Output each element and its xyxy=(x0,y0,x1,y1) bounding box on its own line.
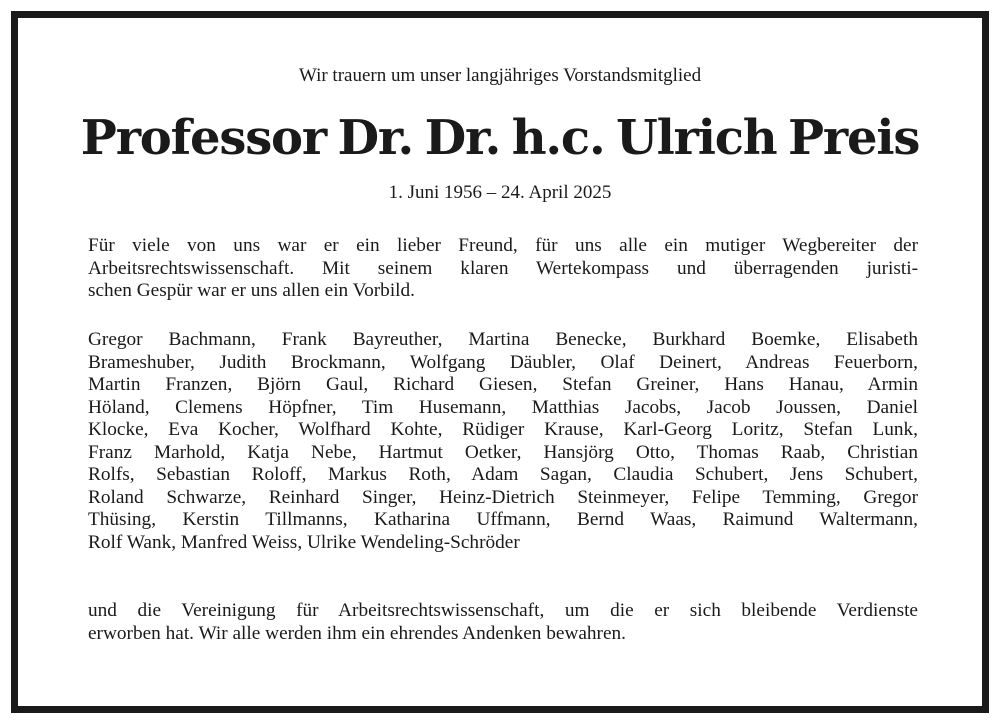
tribute-line: Für viele von uns war er ein lieber Freund, für uns alle ein mutiger Wegbereiter der xyxy=(88,235,918,256)
signatories-line: Roland Schwarze, Reinhard Singer, Heinz-Dietrich Steinmeyer, Felipe Temming, Gregor xyxy=(88,486,918,508)
obituary-content xyxy=(18,18,982,706)
deceased-name: Professor Dr. Dr. h.c. Ulrich Preis xyxy=(80,110,920,166)
signatories-line: Rolfs, Sebastian Roloff, Markus Roth, Adam Sagan, Claudia Schubert, Jens Schubert, xyxy=(88,464,918,485)
tribute-line: schen Gespür war er uns allen ein Vorbild. xyxy=(88,280,415,301)
signatories-line: Klocke, Eva Kocher, Wolfhard Kohte, Rüdiger Krause, Karl-Georg Loritz, Stefan Lunk, xyxy=(88,419,918,440)
signatories-line: Höland, Clemens Höpfner, Tim Husemann, Matthias Jacobs, Jacob Joussen, Daniel xyxy=(88,396,918,418)
signatories-line: Brameshuber, Judith Brockmann, Wolfgang Däubler, Olaf Deinert, Andreas Feuerborn, xyxy=(88,351,918,373)
signatories-line: Martin Franzen, Björn Gaul, Richard Giesen, Stefan Greiner, Hans Hanau, Armin xyxy=(88,374,918,395)
closing-line: und die Vereinigung für Arbeitsrechtswissenschaft, um die er sich bleibende Verdienste xyxy=(88,600,918,621)
closing-line: erworben hat. Wir alle werden ihm ein ehrendes Andenken bewahren. xyxy=(88,622,627,644)
obituary-frame xyxy=(11,11,989,713)
signatories-line: Thüsing, Kerstin Tillmanns, Katharina Uffmann, Bernd Waas, Raimund Waltermann, xyxy=(88,509,918,530)
signatories-line: Rolf Wank, Manfred Weiss, Ulrike Wendeling-Schröder xyxy=(88,531,520,553)
signatories-line: Gregor Bachmann, Frank Bayreuther, Martina Benecke, Burkhard Boemke, Elisabeth xyxy=(88,329,918,350)
tribute-line: Arbeitsrechtswissenschaft. Mit seinem klaren Wertekompass und überragenden juristi- xyxy=(88,257,918,279)
tribute-paragraph xyxy=(88,235,918,303)
closing-paragraph xyxy=(88,600,918,645)
signatories-list xyxy=(88,329,918,554)
life-dates: 1. Juni 1956 – 24. April 2025 xyxy=(388,182,612,203)
signatories-line: Franz Marhold, Katja Nebe, Hartmut Oetker, Hansjörg Otto, Thomas Raab, Christian xyxy=(88,441,918,463)
intro-line: Wir trauern um unser langjähriges Vorstandsmitglied xyxy=(298,65,702,86)
